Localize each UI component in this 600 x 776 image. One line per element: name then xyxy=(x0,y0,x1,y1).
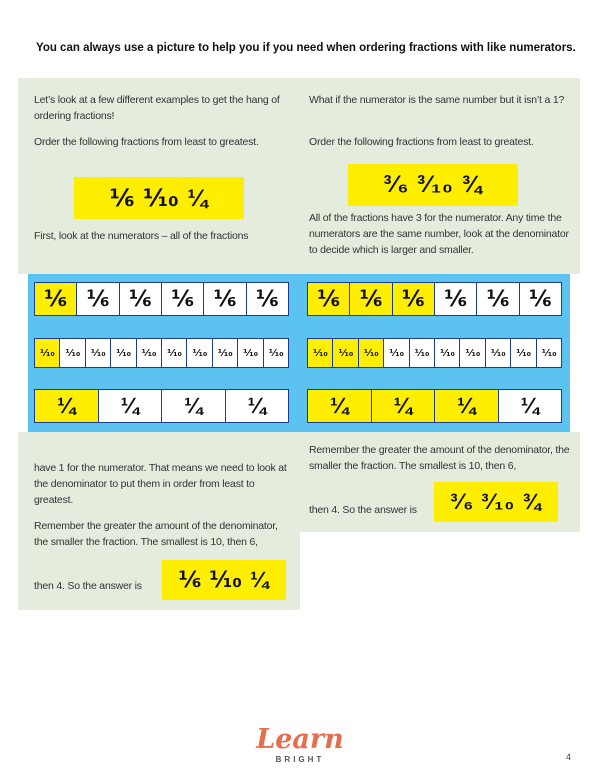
right-tenths-cell: ⅒ xyxy=(511,339,536,367)
page-title: You can always use a picture to help you if you need when ordering fractions with like numerators. xyxy=(36,42,576,54)
right-tenths-cell: ⅒ xyxy=(537,339,561,367)
left-tenths-cell: ⅒ xyxy=(187,339,212,367)
right-explanation: All of the fractions have 3 for the numerator. Any time the numerators are the same number, look at the denominator to decide which is larger and smaller. xyxy=(309,212,569,256)
left-sixths-cell: ⅙ xyxy=(162,283,204,315)
logo-icon xyxy=(250,716,350,768)
right-sixths-cell: ⅙ xyxy=(393,283,435,315)
left-tenths-cell: ⅒ xyxy=(60,339,85,367)
left-sixths-cell: ⅙ xyxy=(247,283,288,315)
left-tenths-cell: ⅒ xyxy=(111,339,136,367)
left-answer-prefix: then 4. So the answer is xyxy=(34,580,142,592)
left-sixths-cell: ⅙ xyxy=(204,283,246,315)
right-remember: Remember the greater the amount of the denominator, the smaller the fraction. The smallest is 10, then 6, xyxy=(309,444,570,472)
right-sixths-cell: ⅙ xyxy=(350,283,392,315)
right-tenths-cell: ⅒ xyxy=(435,339,460,367)
right-tenths-cell: ⅒ xyxy=(486,339,511,367)
left-sixths-cell: ⅙ xyxy=(120,283,162,315)
right-tenths-cell: ⅒ xyxy=(308,339,333,367)
right-tenths-cell: ⅒ xyxy=(460,339,485,367)
left-tenths-cell: ⅒ xyxy=(238,339,263,367)
left-tenths-cell: ⅒ xyxy=(162,339,187,367)
right-fractions-box: ³⁄₆ ³⁄₁₀ ¾ xyxy=(348,164,518,206)
right-fourths-cell: ¼ xyxy=(372,390,436,422)
right-tenths-bar xyxy=(307,338,562,368)
right-sixths-cell: ⅙ xyxy=(520,283,561,315)
left-fourths-cell: ¼ xyxy=(226,390,289,422)
page-number: 4 xyxy=(566,752,572,762)
left-tenths-cell: ⅒ xyxy=(137,339,162,367)
right-fourths-cell: ¼ xyxy=(499,390,562,422)
right-fourths-bar xyxy=(307,389,562,423)
logo-sub: BRIGHT xyxy=(275,755,325,764)
left-tenths-cell: ⅒ xyxy=(264,339,288,367)
right-answer-box: ³⁄₆ ³⁄₁₀ ¾ xyxy=(434,482,558,522)
left-intro: Let’s look at a few different examples to get the hang of ordering fractions! xyxy=(34,94,280,122)
right-sixths-bar xyxy=(307,282,562,316)
right-tenths-cell: ⅒ xyxy=(384,339,409,367)
right-tenths-cell: ⅒ xyxy=(410,339,435,367)
logo-word: Learn xyxy=(256,724,344,755)
left-fourths-cell: ¼ xyxy=(162,390,226,422)
right-instruction: Order the following fractions from least to greatest. xyxy=(309,136,534,148)
left-fourths-cell: ¼ xyxy=(99,390,163,422)
left-sixths-cell: ⅙ xyxy=(77,283,119,315)
right-sixths-cell: ⅙ xyxy=(477,283,519,315)
left-tenths-bar xyxy=(34,338,289,368)
learn-bright-logo xyxy=(250,716,350,768)
right-question: What if the numerator is the same number but it isn’t a 1? xyxy=(309,94,565,106)
left-continuation: have 1 for the numerator. That means we need to look at the denominator to put them in order from least to greatest. xyxy=(34,462,287,506)
left-fourths-bar xyxy=(34,389,289,423)
right-fourths-cell: ¼ xyxy=(435,390,499,422)
left-fourths-cell: ¼ xyxy=(35,390,99,422)
right-sixths-cell: ⅙ xyxy=(435,283,477,315)
left-sixths-cell: ⅙ xyxy=(35,283,77,315)
right-tenths-cell: ⅒ xyxy=(359,339,384,367)
left-first-line: First, look at the numerators – all of the fractions xyxy=(34,230,249,242)
left-answer-box: ⅙ ⅒ ¼ xyxy=(162,560,286,600)
left-remember: Remember the greater the amount of the denominator, the smaller the fraction. The smallest is 10, then 6, xyxy=(34,520,278,548)
right-answer-prefix: then 4. So the answer is xyxy=(309,504,417,516)
right-fourths-cell: ¼ xyxy=(308,390,372,422)
left-tenths-cell: ⅒ xyxy=(86,339,111,367)
left-tenths-cell: ⅒ xyxy=(213,339,238,367)
left-sixths-bar xyxy=(34,282,289,316)
left-instruction: Order the following fractions from least to greatest. xyxy=(34,136,259,148)
left-fractions-box: ⅙ ⅒ ¼ xyxy=(74,177,244,219)
right-tenths-cell: ⅒ xyxy=(333,339,358,367)
right-sixths-cell: ⅙ xyxy=(308,283,350,315)
left-tenths-cell: ⅒ xyxy=(35,339,60,367)
